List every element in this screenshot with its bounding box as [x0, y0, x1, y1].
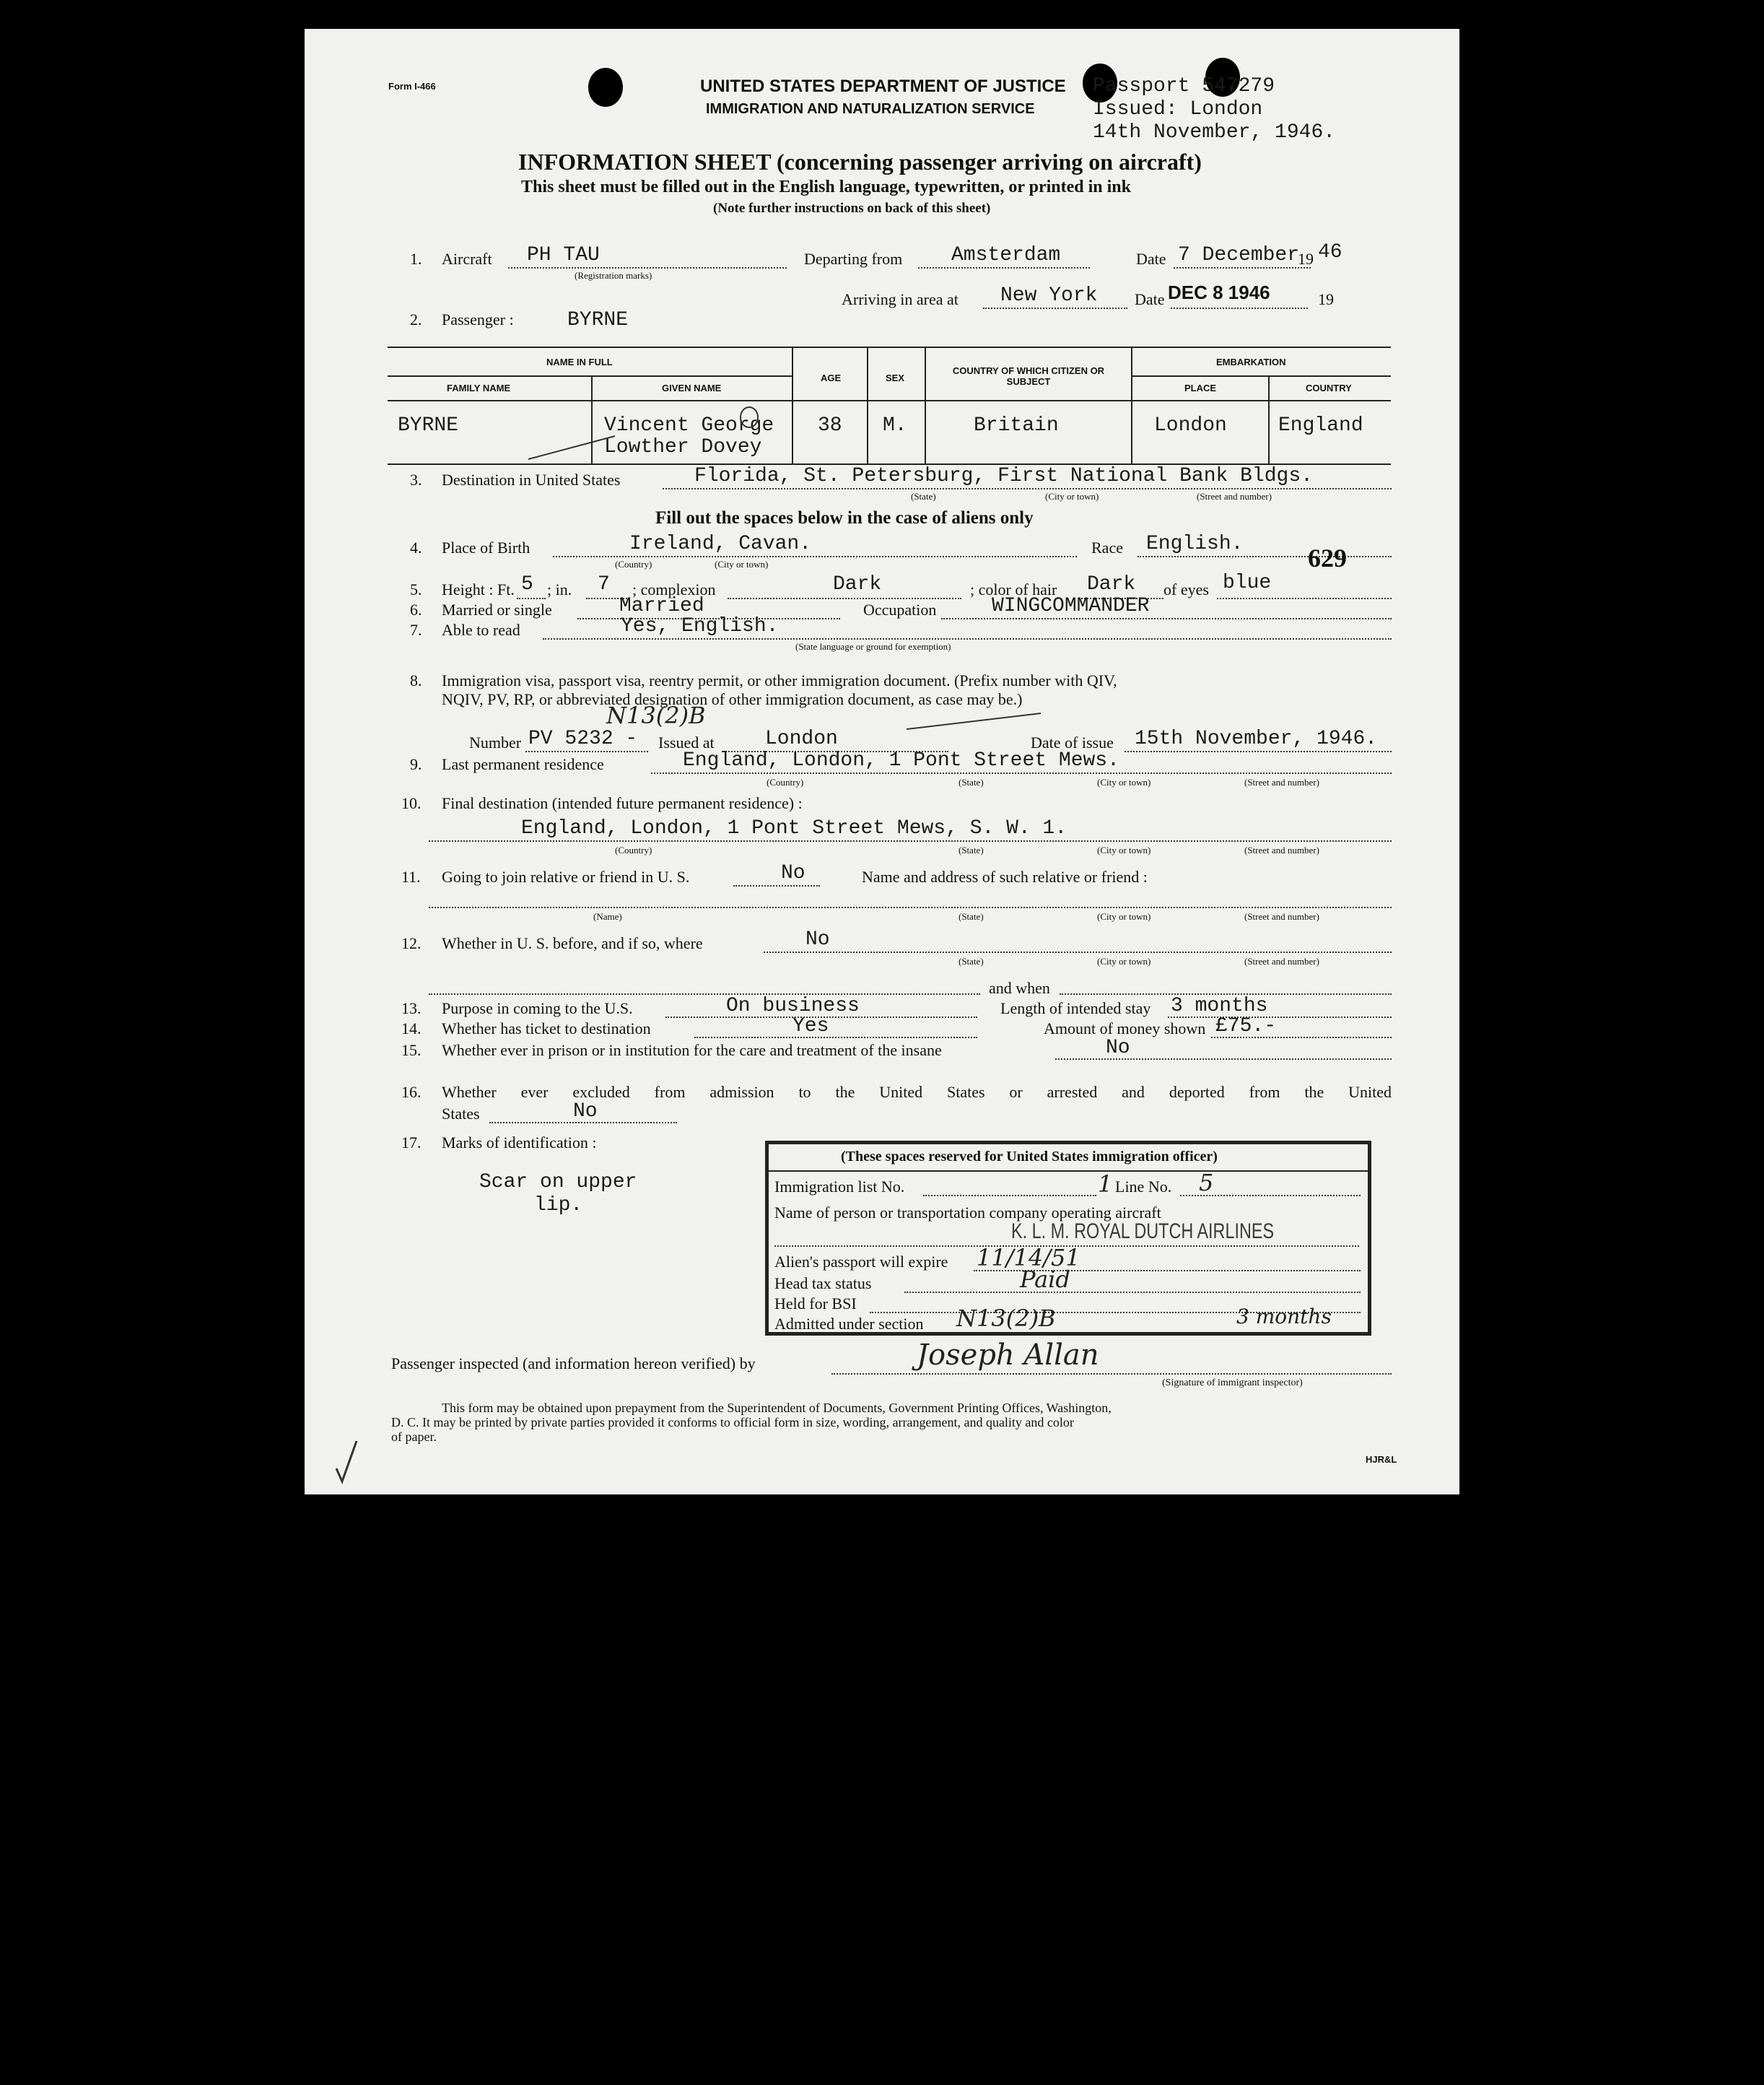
- sex-cell[interactable]: M.: [883, 414, 907, 437]
- purpose-value[interactable]: On business: [726, 995, 860, 1017]
- city-caption: (City or town): [1097, 956, 1151, 967]
- date2-century: 19: [1318, 290, 1334, 308]
- height-feet[interactable]: 5: [521, 573, 533, 596]
- admitted-label: Admitted under section: [774, 1315, 924, 1333]
- occupation-label: Occupation: [863, 601, 937, 619]
- money-value[interactable]: £75.-: [1215, 1015, 1277, 1037]
- previous-visit-value[interactable]: No: [805, 928, 830, 951]
- height-inches[interactable]: 7: [598, 573, 610, 596]
- list-value[interactable]: 1: [1098, 1170, 1113, 1198]
- aircraft-value[interactable]: PH TAU: [527, 244, 600, 266]
- eyes-value[interactable]: blue: [1223, 572, 1272, 594]
- country-header: COUNTRY: [1306, 383, 1352, 393]
- read-label: Able to read: [442, 621, 520, 639]
- hair-value[interactable]: Dark: [1087, 573, 1136, 596]
- race-value[interactable]: English.: [1146, 533, 1244, 555]
- issue-date-label: Date of issue: [1031, 734, 1114, 752]
- line-value[interactable]: 5: [1199, 1169, 1214, 1196]
- age-header: AGE: [821, 373, 842, 383]
- service-heading: IMMIGRATION AND NATURALIZATION SERVICE: [706, 101, 1035, 117]
- final-destination-value[interactable]: England, London, 1 Pont Street Mews, S. W. 1.: [521, 817, 1067, 840]
- list-label: Immigration list No.: [774, 1178, 905, 1196]
- birthplace-label: Place of Birth: [442, 539, 530, 557]
- language-caption: (State language or ground for exemption): [795, 641, 951, 652]
- ticket-label: Whether has ticket to destination: [442, 1019, 651, 1037]
- birthplace-value[interactable]: Ireland, Cavan.: [629, 533, 812, 555]
- height-label: Height : Ft.: [442, 580, 515, 598]
- company-value[interactable]: K. L. M. ROYAL DUTCH AIRLINES: [1011, 1219, 1275, 1243]
- state-caption: (State): [911, 491, 936, 502]
- join-relative-label: Going to join relative or friend in U. S.: [442, 868, 690, 886]
- expire-label: Alien's passport will expire: [774, 1253, 948, 1271]
- footer-line-3: of paper.: [391, 1429, 437, 1444]
- excluded-label-2: States: [442, 1105, 480, 1123]
- item-number: 15.: [401, 1041, 422, 1059]
- pen-stroke: [521, 404, 767, 469]
- country-cell[interactable]: England: [1278, 414, 1363, 437]
- registration-caption: (Registration marks): [575, 270, 652, 281]
- place-cell[interactable]: London: [1154, 414, 1227, 437]
- line-label: Line No.: [1115, 1178, 1172, 1196]
- bsi-label: Held for BSI: [774, 1294, 857, 1313]
- item-number: 6.: [410, 601, 422, 619]
- marital-value[interactable]: Married: [619, 595, 704, 617]
- departing-value[interactable]: Amsterdam: [951, 244, 1061, 266]
- eyes-label: of eyes: [1163, 580, 1209, 598]
- check-mark-icon: [333, 1437, 362, 1487]
- stay-value[interactable]: 3 months: [1171, 995, 1268, 1017]
- pen-stroke: [904, 708, 1048, 736]
- age-cell[interactable]: 38: [818, 414, 842, 437]
- footer-line-1: This form may be obtained upon prepayment from the Superintendent of Documents, Government Printing Offices, Washington,: [442, 1401, 1112, 1415]
- join-relative-value[interactable]: No: [781, 862, 805, 884]
- item-number: 2.: [410, 310, 422, 328]
- tax-label: Head tax status: [774, 1274, 872, 1292]
- item-number: 14.: [401, 1019, 422, 1037]
- item-number: 3.: [410, 471, 422, 489]
- inspected-label: Passenger inspected (and information hereon verified) by: [391, 1354, 756, 1372]
- department-heading: UNITED STATES DEPARTMENT OF JUSTICE: [700, 77, 1066, 96]
- city-caption: (City or town): [1097, 777, 1151, 788]
- city-caption: (City or town): [715, 559, 769, 570]
- identification-label: Marks of identification :: [442, 1133, 597, 1152]
- country-caption: (Country): [767, 777, 804, 788]
- form-sheet: [305, 29, 1459, 1494]
- footer-line-2: D. C. It may be printed by private parties provided it conforms to official form in size, wording, arrangement, and quality and color: [391, 1415, 1074, 1429]
- residence-value[interactable]: England, London, 1 Pont Street Mews.: [683, 749, 1119, 772]
- street-caption: (Street and number): [1244, 777, 1319, 788]
- identification-value-2[interactable]: lip.: [534, 1194, 583, 1216]
- document-hand-note: N13(2)B: [606, 702, 706, 729]
- inches-label: ; in.: [547, 580, 572, 598]
- punch-hole: [588, 68, 623, 107]
- sex-header: SEX: [886, 373, 905, 383]
- residence-label: Last permanent residence: [442, 755, 604, 773]
- item-number: 16.: [401, 1083, 422, 1101]
- form-number: Form I-466: [388, 81, 436, 92]
- passport-note-1: Passport 547279: [1093, 75, 1275, 97]
- country-caption: (Country): [615, 559, 652, 570]
- state-caption: (State): [959, 956, 984, 967]
- name-in-full-header: NAME IN FULL: [546, 357, 613, 367]
- company-label: Name of person or transportation company operating aircraft: [774, 1203, 1161, 1222]
- stay-label: Length of intended stay: [1000, 999, 1151, 1017]
- item-number: 4.: [410, 539, 422, 557]
- issue-date-value[interactable]: 15th November, 1946.: [1135, 728, 1378, 750]
- place-header: PLACE: [1184, 383, 1217, 393]
- complexion-label: ; complexion: [632, 580, 716, 598]
- item-number: 1.: [410, 250, 422, 268]
- purpose-label: Purpose in coming to the U.S.: [442, 999, 633, 1017]
- destination-value[interactable]: Florida, St. Petersburg, First National Bank Bldgs.: [694, 465, 1313, 487]
- given-name-cell-2[interactable]: Lowther Dovey: [604, 436, 762, 458]
- document-instruction-1: Immigration visa, passport visa, reentry permit, or other immigration document. (Prefix number with QIV,: [442, 671, 1117, 689]
- street-caption: (Street and number): [1244, 956, 1319, 967]
- item-number: 11.: [401, 868, 421, 886]
- name-caption: (Name): [593, 911, 622, 922]
- passenger-label: Passenger :: [442, 310, 514, 328]
- family-name-header: FAMILY NAME: [447, 383, 511, 393]
- issued-value[interactable]: London: [765, 728, 838, 750]
- date-value[interactable]: 7 December: [1178, 244, 1300, 266]
- hair-label: ; color of hair: [970, 580, 1057, 598]
- aliens-heading: Fill out the spaces below in the case of aliens only: [655, 508, 1034, 528]
- signature-caption: (Signature of immigrant inspector): [1162, 1377, 1303, 1388]
- arriving-label: Arriving in area at: [842, 290, 959, 308]
- excluded-value[interactable]: No: [573, 1100, 598, 1123]
- admitted-note[interactable]: 3 months: [1236, 1305, 1332, 1328]
- street-caption: (Street and number): [1197, 491, 1272, 502]
- passport-note-2: Issued: London: [1093, 98, 1263, 121]
- expire-value[interactable]: 11/14/51: [977, 1244, 1080, 1271]
- prison-label: Whether ever in prison or in institution for the care and treatment of the insane: [442, 1041, 942, 1059]
- issued-label: Issued at: [658, 734, 715, 752]
- admitted-value[interactable]: N13(2)B: [956, 1305, 1056, 1332]
- inspector-signature: Joseph Allan: [917, 1339, 1099, 1372]
- family-name-cell[interactable]: BYRNE: [398, 414, 459, 437]
- page-title: INFORMATION SHEET (concerning passenger arriving on aircraft): [518, 149, 1202, 175]
- passport-note-3: 14th November, 1946.: [1093, 121, 1336, 144]
- street-caption: (Street and number): [1244, 911, 1319, 922]
- officer-box: [765, 1141, 1371, 1336]
- citizen-cell[interactable]: Britain: [974, 414, 1059, 437]
- city-caption: (City or town): [1045, 491, 1099, 502]
- state-caption: (State): [959, 777, 984, 788]
- state-caption: (State): [959, 845, 984, 856]
- item-number: 12.: [401, 934, 422, 952]
- item-number: 10.: [401, 794, 422, 812]
- street-caption: (Street and number): [1244, 845, 1319, 856]
- occupation-value[interactable]: WINGCOMMANDER: [992, 595, 1150, 617]
- prison-value[interactable]: No: [1106, 1037, 1130, 1059]
- officer-box-title: (These spaces reserved for United States immigration officer): [841, 1149, 1218, 1165]
- page-note: (Note further instructions on back of this sheet): [713, 201, 991, 216]
- final-destination-label: Final destination (intended future permanent residence) :: [442, 794, 803, 812]
- complexion-value[interactable]: Dark: [833, 573, 882, 596]
- state-caption: (State): [959, 911, 984, 922]
- item-number: 17.: [401, 1133, 422, 1152]
- passenger-value[interactable]: BYRNE: [567, 309, 629, 331]
- item-number: 8.: [410, 671, 422, 689]
- money-label: Amount of money shown: [1044, 1019, 1206, 1037]
- citizen-header: COUNTRY OF WHICH CITIZEN OR SUBJECT: [952, 365, 1105, 387]
- identification-value-1[interactable]: Scar on upper: [479, 1171, 637, 1193]
- arriving-value[interactable]: New York: [1000, 284, 1098, 307]
- item-number: 9.: [410, 755, 422, 773]
- destination-label: Destination in United States: [442, 471, 621, 489]
- item-number: 13.: [401, 999, 422, 1017]
- document-instruction-2: NQIV, PV, RP, or abbreviated designation of other immigration document, as case may be.): [442, 690, 1023, 708]
- relative-name-label: Name and address of such relative or friend :: [862, 868, 1148, 886]
- previous-visit-label: Whether in U. S. before, and if so, where: [442, 934, 703, 952]
- item-number: 7.: [410, 621, 422, 639]
- race-label: Race: [1091, 539, 1123, 557]
- city-caption: (City or town): [1097, 845, 1151, 856]
- and-when-label: and when: [989, 979, 1050, 997]
- tax-value[interactable]: Paid: [1020, 1266, 1070, 1293]
- read-value[interactable]: Yes, English.: [621, 615, 779, 637]
- page-subtitle: This sheet must be filled out in the English language, typewritten, or printed in ink: [521, 178, 1131, 196]
- departing-label: Departing from: [804, 250, 903, 268]
- printer-mark: HJR&L: [1366, 1454, 1397, 1465]
- date-year[interactable]: 46: [1318, 241, 1342, 264]
- date2-label: Date: [1135, 290, 1165, 308]
- embarkation-header: EMBARKATION: [1216, 357, 1286, 367]
- given-name-cell-1[interactable]: Vincent George: [604, 414, 774, 437]
- number-label: Number: [469, 734, 522, 752]
- arrival-date-stamp[interactable]: DEC 8 1946: [1168, 282, 1270, 303]
- excluded-label-1: Whether ever excluded from admission to the United States or arrested and deported from the United: [442, 1083, 1392, 1101]
- given-name-header: GIVEN NAME: [662, 383, 722, 393]
- date-century: 19: [1298, 250, 1314, 268]
- document-number[interactable]: PV 5232 -: [528, 728, 638, 750]
- date-label: Date: [1136, 250, 1166, 268]
- city-caption: (City or town): [1097, 911, 1151, 922]
- marital-label: Married or single: [442, 601, 552, 619]
- stamp-number: 629: [1308, 544, 1347, 573]
- country-caption: (Country): [615, 845, 652, 856]
- ticket-value[interactable]: Yes: [793, 1015, 829, 1037]
- item-number: 5.: [410, 580, 422, 598]
- aircraft-label: Aircraft: [442, 250, 492, 268]
